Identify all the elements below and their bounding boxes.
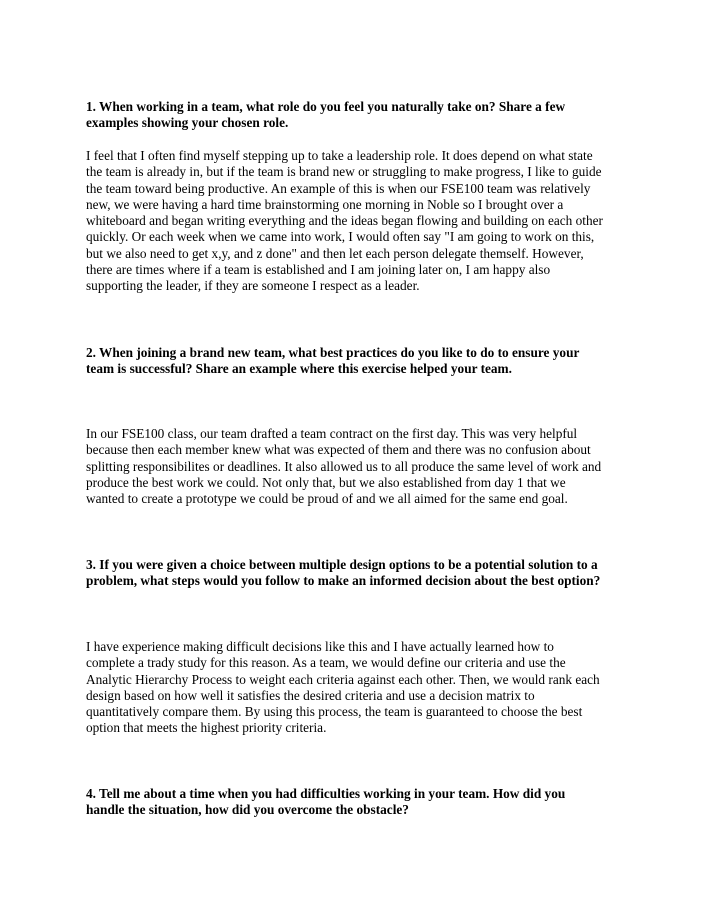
answer-1: I feel that I often find myself stepping up to take a leadership role. It does depend on what state the team is already in, but if the team is brand new or struggling to make progress, I like to guide the team toward being productive. An example of this is when our FSE100 team was relatively new, we were having a hard time brainstorming one morning in Noble so I brought over a whiteboard and began writing everything and the ideas began flowing and building on each other quickly. Or each week when we came into work, I would often say "I am going to work on this, but we also need to get x,y, and z done" and then let each person delegate themself. However, there are times where if a team is established and I am joining later on, I am happy also supporting the leader, if they are someone I respect as a leader. (86, 148, 603, 294)
question-4: 4. Tell me about a time when you had difficulties working in your team. How did you handle the situation, how did you overcome the obstacle? (86, 786, 566, 818)
answer-3: I have experience making difficult decisions like this and I have actually learned how to complete a trady study for this reason. As a team, we would define our criteria and use the Analytic Hierarchy Process to weight each criteria against each other. Then, we would rank each design based on how well it satisfies the desired criteria and use a decision matrix to quantitatively compare them. By using this process, the team is guaranteed to choose the best option that meets the highest priority criteria. (86, 639, 600, 736)
answer-2: In our FSE100 class, our team drafted a team contract on the first day. This was very helpful because then each member knew what was expected of them and there was no confusion about splitting responsibilites or deadlines. It also allowed us to all produce the same level of work and produce the best work we could. Not only that, but we also established from day 1 that we wanted to create a prototype we could be proud of and we all aimed for the same end goal. (86, 426, 602, 507)
question-3: 3. If you were given a choice between multiple design options to be a potential solution to a problem, what steps would you follow to make an informed decision about the best option? (86, 557, 601, 589)
question-2: 2. When joining a brand new team, what best practices do you like to do to ensure your team is successful? Share an example where this exercise helped your team. (86, 345, 580, 377)
question-1: 1. When working in a team, what role do you feel you naturally take on? Share a few examples showing your chosen role. (86, 99, 566, 131)
